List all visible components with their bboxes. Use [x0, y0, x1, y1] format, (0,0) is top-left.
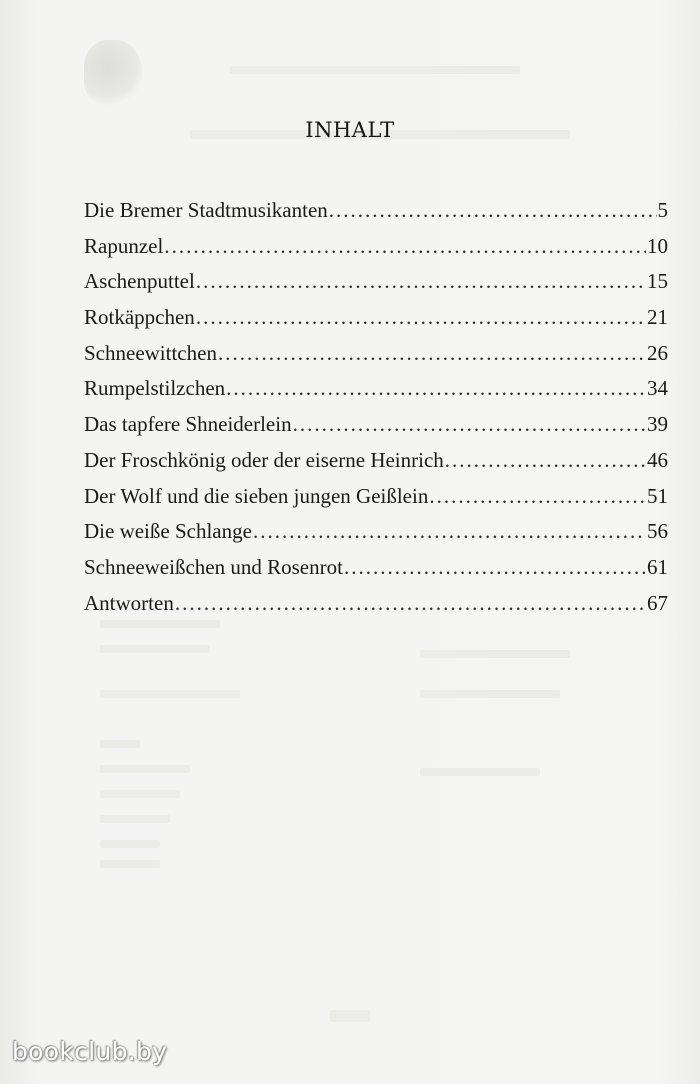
toc-entry [84, 519, 668, 555]
toc-dot-leader [445, 448, 646, 473]
toc-entry-title: Der Froschkönig oder der eiserne Heinrich [84, 447, 444, 472]
toc-entry-page: 21 [647, 305, 668, 330]
toc-entry-page: 51 [647, 483, 668, 508]
toc-entry-page: 26 [647, 340, 668, 365]
toc-entry [84, 341, 668, 377]
bleed-through-mark [100, 840, 160, 848]
bleed-through-mark [100, 645, 210, 653]
toc-entry-page: 10 [647, 233, 668, 258]
toc-entry-page: 34 [647, 376, 668, 401]
toc-entry-page: 61 [647, 554, 668, 579]
toc-dot-leader [175, 591, 646, 616]
toc-entry [84, 448, 668, 484]
toc-dot-leader [164, 234, 646, 259]
toc-entry-title: Aschenputtel [84, 269, 195, 294]
toc-entry [84, 305, 668, 341]
toc-entry [84, 376, 668, 412]
bleed-through-mark [100, 690, 240, 698]
toc-entry-page: 46 [647, 447, 668, 472]
page-title: INHALT [305, 118, 395, 142]
toc-dot-leader [429, 484, 646, 509]
watermark-text: bookclub.by [12, 1037, 168, 1066]
toc-entry [84, 234, 668, 270]
bleed-through-mark [230, 66, 520, 74]
toc-entry-title: Schneewittchen [84, 340, 217, 365]
toc-entry [84, 269, 668, 305]
bleed-through-mark [100, 765, 190, 773]
toc-dot-leader [344, 555, 646, 580]
bleed-through-mark [100, 860, 160, 868]
toc-entry-title: Schneeweißchen und Rosenrot [84, 554, 343, 579]
toc-entry-page: 15 [647, 269, 668, 294]
bleed-through-emblem [84, 40, 142, 108]
toc-entry-title: Rotkäppchen [84, 305, 195, 330]
table-of-contents [84, 198, 668, 626]
toc-entry-title: Die Bremer Stadtmusikanten [84, 198, 328, 222]
toc-dot-leader [253, 519, 646, 544]
bleed-through-mark [100, 740, 140, 748]
toc-entry-page: 67 [647, 590, 668, 615]
toc-entry-title: Rapunzel [84, 233, 164, 258]
toc-entry-page: 5 [657, 198, 668, 222]
toc-dot-leader [293, 412, 646, 437]
toc-dot-leader [196, 269, 646, 294]
toc-entry-title: Die weiße Schlange [84, 519, 252, 544]
toc-dot-leader [218, 341, 646, 366]
toc-entry-title: Das tapfere Shneiderlein [84, 412, 292, 437]
bleed-through-mark [100, 815, 170, 823]
bleed-through-mark [420, 768, 540, 776]
toc-entry-page: 39 [647, 412, 668, 437]
bleed-through-mark [100, 790, 180, 798]
toc-dot-leader [329, 198, 657, 223]
toc-entry-title: Rumpelstilzchen [84, 376, 226, 401]
toc-entry [84, 555, 668, 591]
toc-entry [84, 412, 668, 448]
bleed-through-mark [420, 650, 570, 658]
toc-dot-leader [196, 305, 646, 330]
toc-entry [84, 484, 668, 520]
toc-entry [84, 591, 668, 627]
toc-entry-title: Antworten [84, 590, 174, 615]
toc-dot-leader [226, 376, 646, 401]
toc-entry-page: 56 [647, 519, 668, 544]
toc-entry-title: Der Wolf und die sieben jungen Geißlein [84, 483, 429, 508]
toc-entry [84, 198, 668, 234]
bleed-through-mark [420, 690, 560, 698]
bleed-through-mark [330, 1010, 370, 1022]
